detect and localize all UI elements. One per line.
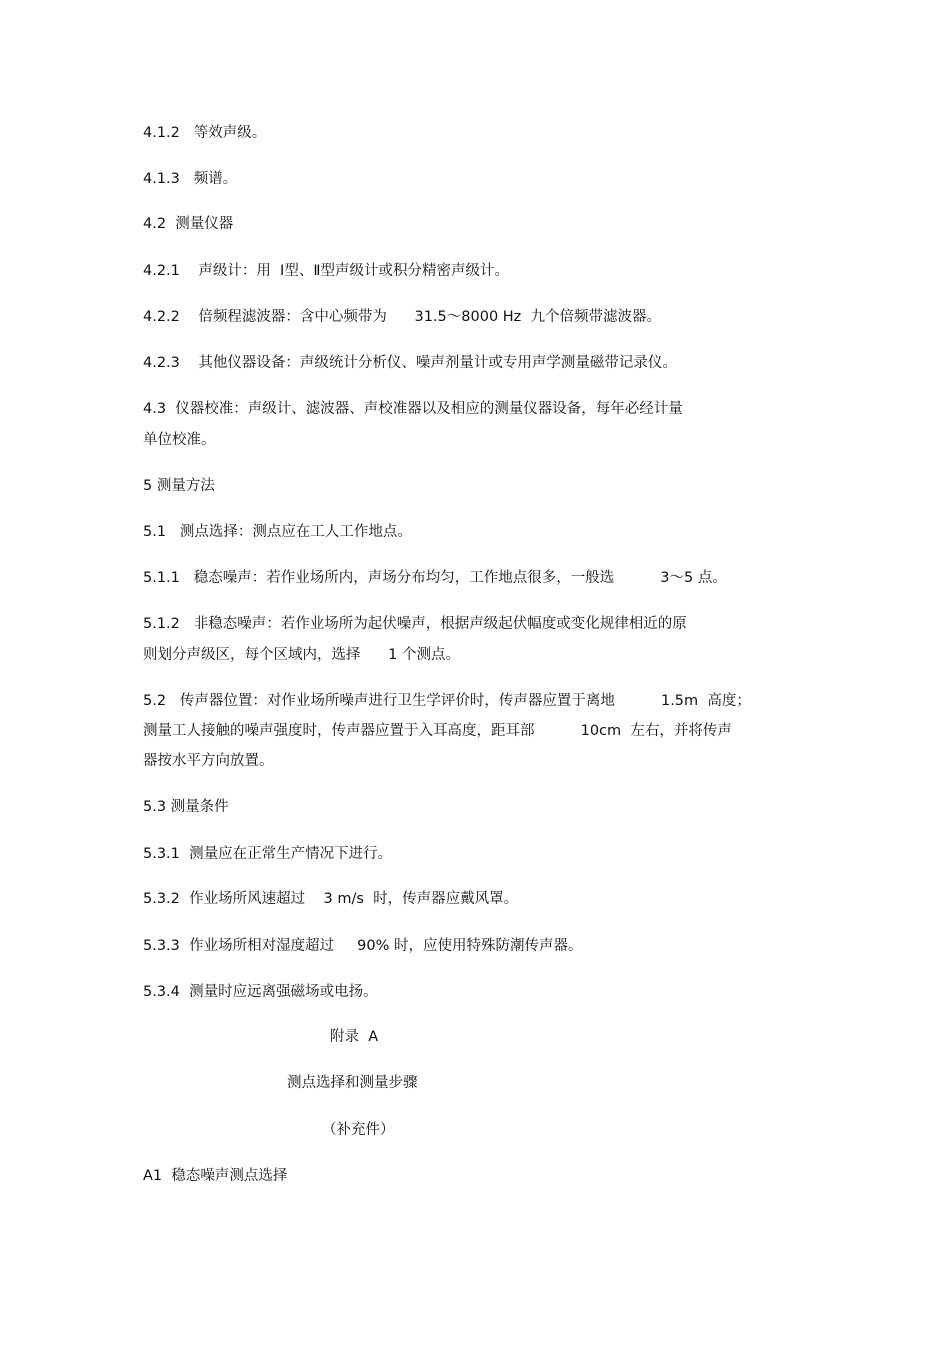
clause-5-2-line3: 器按水平方向放置。 xyxy=(143,753,274,769)
appendix-title: 附录 A xyxy=(330,1029,379,1045)
clause-5-1: 5.1 测点选择：测点应在工人工作地点。 xyxy=(143,524,412,540)
clause-5-1-2-line1: 5.1.2 非稳态噪声：若作业场所为起伏噪声，根据声级起伏幅度或变化规律相近的原 xyxy=(143,616,687,632)
clause-4-1-2: 4.1.2 等效声级。 xyxy=(143,125,267,141)
clause-5-2-line2: 测量工人接触的噪声强度时，传声器应置于入耳高度，距耳部 10cm 左右，并将传声 xyxy=(143,723,732,739)
appendix-note: （补充件） xyxy=(322,1122,395,1138)
section-5-heading: 5 测量方法 xyxy=(143,478,215,494)
section-4-2-heading: 4.2 测量仪器 xyxy=(143,216,234,232)
clause-5-1-1: 5.1.1 稳态噪声：若作业场所内，声场分布均匀，工作地点很多，一般选 3～5 点。 xyxy=(143,570,727,586)
section-5-3-heading: 5.3 测量条件 xyxy=(143,799,229,815)
clause-4-2-2: 4.2.2 倍频程滤波器：含中心频带为 31.5～8000 Hz 九个倍频带滤波器。 xyxy=(143,309,662,325)
clause-5-3-3: 5.3.3 作业场所相对湿度超过 90% 时，应使用特殊防潮传声器。 xyxy=(143,938,583,954)
clause-4-2-1: 4.2.1 声级计：用 Ⅰ型、Ⅱ型声级计或积分精密声级计。 xyxy=(143,263,509,279)
clause-4-1-3: 4.1.3 频谱。 xyxy=(143,171,238,187)
clause-5-3-4: 5.3.4 测量时应远离强磁场或电扬。 xyxy=(143,984,378,1000)
appendix-subtitle: 测点选择和测量步骤 xyxy=(287,1075,418,1091)
clause-5-1-2-line2: 则划分声级区，每个区域内，选择 1 个测点。 xyxy=(143,647,460,663)
clause-5-3-2: 5.3.2 作业场所风速超过 3 m/s 时，传声器应戴风罩。 xyxy=(143,891,519,907)
clause-4-2-3: 4.2.3 其他仪器设备：声级统计分析仪、噪声剂量计或专用声学测量磁带记录仪。 xyxy=(143,355,677,371)
appendix-a1-heading: A1 稳态噪声测点选择 xyxy=(143,1168,288,1184)
clause-5-3-1: 5.3.1 测量应在正常生产情况下进行。 xyxy=(143,846,393,862)
clause-4-3-line1: 4.3 仪器校准：声级计、滤波器、声校准器以及相应的测量仪器设备，每年必经计量 xyxy=(143,401,683,417)
clause-4-3-line2: 单位校准。 xyxy=(143,432,216,448)
clause-5-2-line1: 5.2 传声器位置：对作业场所噪声进行卫生学评价时，传声器应置于离地 1.5m 高度； xyxy=(143,693,751,709)
